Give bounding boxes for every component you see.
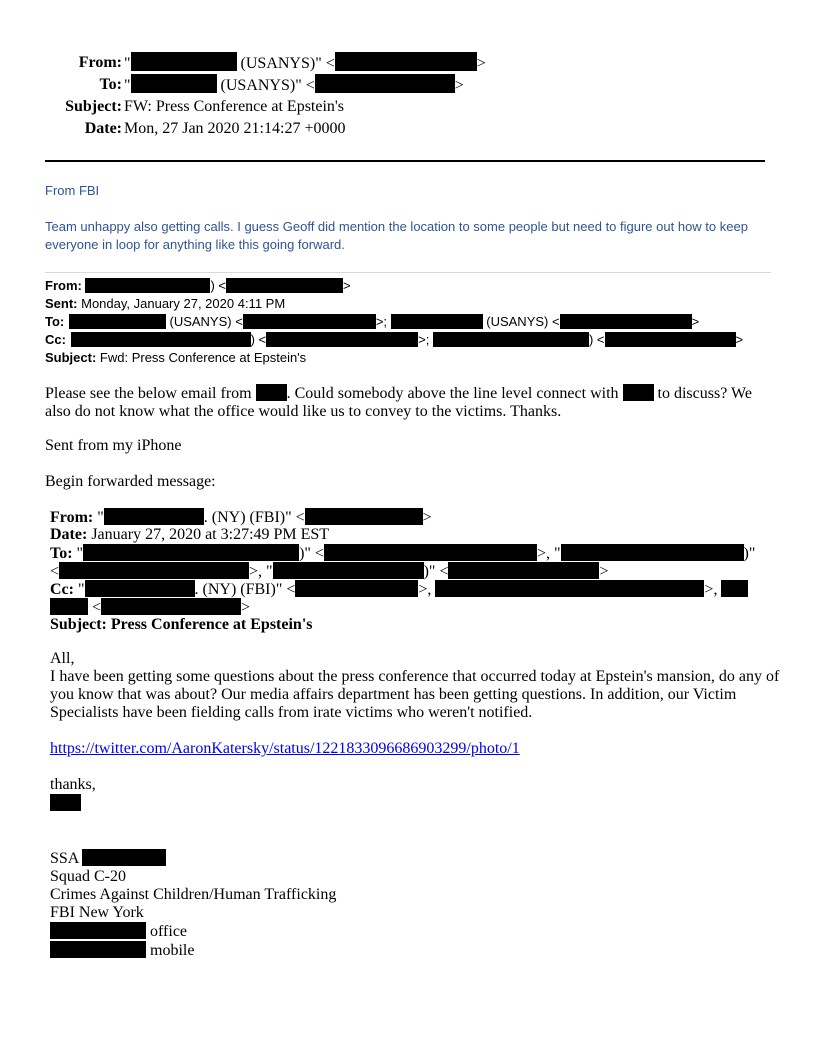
redaction-box xyxy=(295,580,418,597)
signature-squad: Squad C-20 xyxy=(50,868,126,885)
redaction-box xyxy=(433,332,589,347)
header-from-org: (USANYS)" < xyxy=(236,55,335,72)
redaction-box xyxy=(104,508,204,525)
redaction-box xyxy=(82,849,166,866)
message-body-2 xyxy=(50,650,780,960)
redaction-box xyxy=(85,278,210,293)
body1-sent-from: Sent from my iPhone xyxy=(45,437,182,454)
header-to-row: To: " (USANYS)" < > xyxy=(99,76,464,94)
phone-office-line: office xyxy=(50,922,780,941)
redaction-box xyxy=(266,332,418,347)
redaction-box xyxy=(561,544,744,561)
redaction-box xyxy=(50,794,81,811)
body1-begin-forwarded: Begin forwarded message: xyxy=(45,473,216,490)
redaction-box xyxy=(59,562,249,579)
redaction-box xyxy=(69,314,166,329)
redaction-box xyxy=(560,314,692,329)
body2-paragraph: I have been getting some questions about the press conference that occurred today at Epstein's mansion, do any of you know that was about? Our media affairs department has been getting questions. In addition, our Victim Specialists have been fielding calls from irate victims who weren't notified. xyxy=(50,668,780,721)
signature-title: SSA xyxy=(50,849,780,868)
body1-paragraph: Please see the below email from . Could somebody above the line level connect with to discuss? We also do not know what the office would like us to convey to the victims. Thanks. xyxy=(45,385,752,420)
redaction-box xyxy=(85,580,195,597)
header-from-label: From: xyxy=(78,54,122,71)
fwd1-sent-row: Sent: Monday, January 27, 2020 4:11 PM xyxy=(45,296,286,311)
fwd2-subject-row xyxy=(50,616,770,634)
forward-header-2 xyxy=(50,508,770,634)
redaction-box xyxy=(315,74,455,93)
header-subject-label: Subject: xyxy=(65,98,122,115)
header-date-label: Date: xyxy=(84,120,122,137)
phone-mobile-line: mobile xyxy=(50,941,780,960)
greeting: All, xyxy=(50,650,75,667)
message-body-1 xyxy=(45,384,775,491)
header-divider xyxy=(45,160,765,162)
redaction-box xyxy=(623,384,654,401)
redaction-box xyxy=(721,580,748,597)
header-subject-value: FW: Press Conference at Epstein's xyxy=(124,98,345,115)
header-date-value: Mon, 27 Jan 2020 21:14:27 +0000 xyxy=(124,120,346,137)
header-to-label: To: xyxy=(99,76,122,93)
redaction-box xyxy=(83,544,299,561)
redaction-box xyxy=(305,508,423,525)
redaction-box xyxy=(335,52,477,71)
fwd2-cc-row-2: < > xyxy=(50,598,770,616)
email-header xyxy=(0,52,816,140)
fwd1-sent-value: Monday, January 27, 2020 4:11 PM xyxy=(81,296,286,311)
fwd1-subject-row: Subject: Fwd: Press Conference at Epstein's xyxy=(45,350,307,365)
header-from-row: From: " (USANYS)" < > xyxy=(78,54,486,72)
forward-header-1 xyxy=(45,277,743,367)
redaction-box xyxy=(324,544,537,561)
redaction-box xyxy=(50,941,146,958)
header-to-org: (USANYS)" < xyxy=(216,77,315,94)
redaction-box xyxy=(71,332,251,347)
redaction-box xyxy=(243,314,376,329)
redaction-box xyxy=(226,278,343,293)
reply-note xyxy=(45,182,785,254)
header-from-quote: " xyxy=(124,55,131,72)
redaction-box xyxy=(131,52,237,71)
redaction-box xyxy=(273,562,424,579)
signature-office: FBI New York xyxy=(50,904,144,921)
fwd1-from-row: From: ) < > xyxy=(45,278,351,293)
redaction-box xyxy=(435,580,704,597)
note-line-body: Team unhappy also getting calls. I guess Geoff did mention the location to some people but need to figure out how to keep everyone in loop for anything like this going forward. xyxy=(45,219,748,252)
redaction-box xyxy=(101,598,241,615)
fwd2-cc-row: Cc: " . (NY) (FBI)" < >, >, xyxy=(50,580,770,598)
twitter-link[interactable]: https://twitter.com/AaronKatersky/status/1221833096686903299/photo/1 xyxy=(50,740,520,757)
fwd1-cc-row: Cc: ) < >; ) < > xyxy=(45,332,744,347)
fwd2-date-value: January 27, 2020 at 3:27:49 PM EST xyxy=(87,526,330,543)
fwd2-date-row: Date: January 27, 2020 at 3:27:49 PM EST xyxy=(50,526,330,543)
sign-off: thanks, xyxy=(50,776,96,793)
thin-divider xyxy=(45,272,771,273)
redaction-box xyxy=(391,314,483,329)
header-date-row xyxy=(0,118,816,140)
fwd1-to-row: To: (USANYS) < >; (USANYS) < > xyxy=(45,314,700,329)
redaction-box xyxy=(50,922,146,939)
fwd2-subject: Subject: Press Conference at Epstein's xyxy=(50,616,313,633)
fwd2-to-row: To: " )" < >, " )" xyxy=(50,545,756,562)
signature-unit: Crimes Against Children/Human Trafficking xyxy=(50,886,337,903)
fwd2-to-row-2: < >, " )" < > xyxy=(50,563,609,580)
redaction-box xyxy=(256,384,287,401)
header-subject-row xyxy=(0,96,816,118)
note-line-from: From FBI xyxy=(45,183,100,198)
fwd1-subject-value: Fwd: Press Conference at Epstein's xyxy=(99,350,307,365)
fwd2-from-row: From: " . (NY) (FBI)" < > xyxy=(50,509,432,526)
redaction-box xyxy=(448,562,599,579)
redaction-box xyxy=(131,74,217,93)
redaction-box xyxy=(605,332,736,347)
redaction-box xyxy=(50,598,88,615)
